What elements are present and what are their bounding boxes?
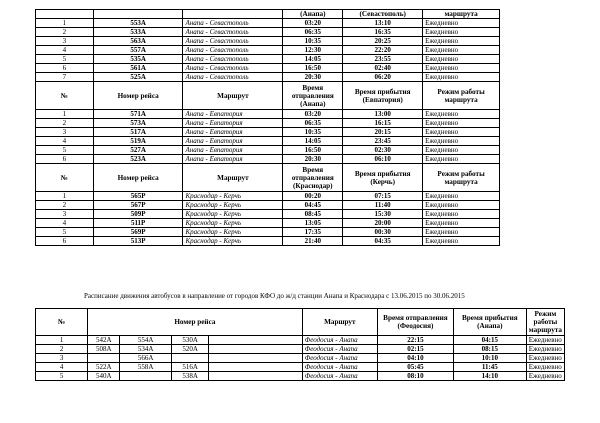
operation-mode: Ежедневно <box>526 345 564 354</box>
row-number: 2 <box>36 201 94 210</box>
table-row <box>36 210 500 219</box>
flight-number: 522А <box>88 363 120 372</box>
route-name: Анапа - Евпатория <box>183 110 283 119</box>
route-name: Анапа - Евпатория <box>183 128 283 137</box>
row-number: 3 <box>36 210 94 219</box>
table-row <box>36 363 565 372</box>
operation-mode: Ежедневно <box>423 119 500 128</box>
route-name: Феодосия - Анапа <box>302 336 377 345</box>
header-flight: Номер рейса <box>93 82 183 110</box>
row-number: 5 <box>36 55 94 64</box>
flight-number: 511Р <box>93 219 183 228</box>
arrival-time: 08:15 <box>453 345 526 354</box>
flight-number: 520А <box>171 345 209 354</box>
operation-mode: Ежедневно <box>423 192 500 201</box>
table-row <box>36 128 500 137</box>
flight-number: 557А <box>93 46 183 55</box>
operation-mode: Ежедневно <box>423 28 500 37</box>
table-row <box>36 146 500 155</box>
operation-mode: Ежедневно <box>526 363 564 372</box>
arrival-time: 02:40 <box>343 64 423 73</box>
route-name: Анапа - Евпатория <box>183 119 283 128</box>
table-row <box>36 19 500 28</box>
row-number: 1 <box>36 336 88 345</box>
row-number: 2 <box>36 28 94 37</box>
departure-time: 00:20 <box>283 192 343 201</box>
arrival-time: 11:40 <box>343 201 423 210</box>
row-number: 1 <box>36 19 94 28</box>
route-name: Анапа - Севастополь <box>183 55 283 64</box>
departure-time: 20:30 <box>283 155 343 164</box>
row-number: 3 <box>36 128 94 137</box>
row-number: 6 <box>36 237 94 246</box>
flight-number: 519А <box>93 137 183 146</box>
flight-number: 554А <box>120 336 171 345</box>
flight-number: 561А <box>93 64 183 73</box>
header-row-feodosia <box>36 309 565 336</box>
departure-time: 16:50 <box>283 64 343 73</box>
arrival-time: 04:15 <box>453 336 526 345</box>
operation-mode: Ежедневно <box>423 155 500 164</box>
flight-number: 534А <box>120 345 171 354</box>
operation-mode: Ежедневно <box>423 228 500 237</box>
flight-spacer <box>209 336 302 345</box>
operation-mode: Ежедневно <box>423 219 500 228</box>
row-number: 6 <box>36 64 94 73</box>
departure-time: 05:45 <box>378 363 454 372</box>
header-dep: Время отправления (Феодосия) <box>378 309 454 336</box>
flight-number: 517А <box>93 128 183 137</box>
table-row <box>36 336 565 345</box>
arrival-time: 00:30 <box>343 228 423 237</box>
departure-time: 02:15 <box>378 345 454 354</box>
flight-number <box>120 372 171 381</box>
table-row <box>36 37 500 46</box>
arrival-time: 13:00 <box>343 110 423 119</box>
flight-number: 535А <box>93 55 183 64</box>
flight-number: 530А <box>171 336 209 345</box>
flight-number: 516А <box>171 363 209 372</box>
header-n: № <box>36 309 88 336</box>
flight-spacer <box>209 354 302 363</box>
schedule-table-feodosia-anapa <box>35 308 565 381</box>
flight-number: 573А <box>93 119 183 128</box>
header-dep: Время отправления (Краснодар) <box>283 164 343 192</box>
operation-mode: Ежедневно <box>423 237 500 246</box>
arrival-time: 23:45 <box>343 137 423 146</box>
flight-number: 553А <box>93 19 183 28</box>
flight-number: 527А <box>93 146 183 155</box>
header-route: Маршрут <box>183 82 283 110</box>
departure-time: 10:35 <box>283 128 343 137</box>
flight-number: 538А <box>171 372 209 381</box>
flight-number: 525А <box>93 73 183 82</box>
operation-mode: Ежедневно <box>423 128 500 137</box>
operation-mode: Ежедневно <box>423 46 500 55</box>
arrival-time: 04:35 <box>343 237 423 246</box>
arrival-time: 20:00 <box>343 219 423 228</box>
header-arr: Время прибытия (Евпатория) <box>343 82 423 110</box>
flight-number: 542А <box>88 336 120 345</box>
flight-number: 533А <box>93 28 183 37</box>
header-mode: Режим работы маршрута <box>423 164 500 192</box>
flight-number: 508А <box>88 345 120 354</box>
arrival-time: 10:10 <box>453 354 526 363</box>
header-cell-empty <box>36 10 94 19</box>
flight-number <box>171 354 209 363</box>
route-name: Анапа - Евпатория <box>183 137 283 146</box>
departure-time: 13:05 <box>283 219 343 228</box>
row-number: 1 <box>36 110 94 119</box>
flight-spacer <box>209 345 302 354</box>
arrival-time: 13:10 <box>343 19 423 28</box>
row-number: 7 <box>36 73 94 82</box>
arrival-time: 16:35 <box>343 28 423 37</box>
schedule-table-crimea-routes <box>35 9 500 246</box>
route-name: Анапа - Севастополь <box>183 46 283 55</box>
header-mode: Режим работы маршрута <box>423 82 500 110</box>
arrival-time: 16:15 <box>343 119 423 128</box>
flight-number: 513Р <box>93 237 183 246</box>
table-row <box>36 46 500 55</box>
route-name: Краснодар - Керчь <box>183 210 283 219</box>
flight-number: 571А <box>93 110 183 119</box>
header-row-sevastopol <box>36 10 500 19</box>
arrival-time: 23:55 <box>343 55 423 64</box>
table-row <box>36 345 565 354</box>
table-row <box>36 219 500 228</box>
departure-time: 10:35 <box>283 37 343 46</box>
operation-mode: Ежедневно <box>423 146 500 155</box>
operation-mode: Ежедневно <box>423 201 500 210</box>
table-row <box>36 55 500 64</box>
departure-time: 20:30 <box>283 73 343 82</box>
header-mode: Режим работы маршрута <box>526 309 564 336</box>
departure-time: 04:45 <box>283 201 343 210</box>
departure-time: 04:10 <box>378 354 454 363</box>
route-name: Краснодар - Керчь <box>183 228 283 237</box>
departure-time: 03:20 <box>283 19 343 28</box>
operation-mode: Ежедневно <box>423 73 500 82</box>
flight-number: 566А <box>120 354 171 363</box>
route-name: Анапа - Севастополь <box>183 73 283 82</box>
flight-number: 565Р <box>93 192 183 201</box>
table-row <box>36 237 500 246</box>
departure-time: 08:45 <box>283 210 343 219</box>
departure-time: 14:05 <box>283 55 343 64</box>
flight-number: 509Р <box>93 210 183 219</box>
arrival-time: 22:20 <box>343 46 423 55</box>
operation-mode: Ежедневно <box>423 55 500 64</box>
arrival-time: 07:15 <box>343 192 423 201</box>
arrival-time: 15:30 <box>343 210 423 219</box>
route-name: Краснодар - Керчь <box>183 192 283 201</box>
operation-mode: Ежедневно <box>423 37 500 46</box>
arrival-time: 06:10 <box>343 155 423 164</box>
departure-time: 12:30 <box>283 46 343 55</box>
flight-number: 558А <box>120 363 171 372</box>
header-cell-empty <box>93 10 183 19</box>
operation-mode: Ежедневно <box>423 110 500 119</box>
row-number: 3 <box>36 354 88 363</box>
table-row <box>36 28 500 37</box>
row-number: 4 <box>36 46 94 55</box>
row-number: 5 <box>36 146 94 155</box>
header-dep: Время отправления (Анапа) <box>283 82 343 110</box>
header-flight: Номер рейса <box>88 309 302 336</box>
route-name: Анапа - Севастополь <box>183 28 283 37</box>
arrival-time: 06:20 <box>343 73 423 82</box>
header-row-evpatoria <box>36 82 500 110</box>
header-arrival: (Севастополь) <box>343 10 423 19</box>
operation-mode: Ежедневно <box>423 137 500 146</box>
flight-number: 563А <box>93 37 183 46</box>
row-number: 1 <box>36 192 94 201</box>
route-name: Краснодар - Керчь <box>183 219 283 228</box>
departure-time: 16:50 <box>283 146 343 155</box>
table-row <box>36 192 500 201</box>
departure-time: 06:35 <box>283 119 343 128</box>
route-name: Анапа - Евпатория <box>183 146 283 155</box>
table-row <box>36 110 500 119</box>
table-row <box>36 372 565 381</box>
arrival-time: 14:10 <box>453 372 526 381</box>
table-row <box>36 64 500 73</box>
departure-time: 21:40 <box>283 237 343 246</box>
row-number: 4 <box>36 137 94 146</box>
route-name: Краснодар - Керчь <box>183 237 283 246</box>
operation-mode: Ежедневно <box>526 354 564 363</box>
departure-time: 03:20 <box>283 110 343 119</box>
flight-number <box>88 354 120 363</box>
flight-number: 569Р <box>93 228 183 237</box>
row-number: 6 <box>36 155 94 164</box>
header-departure: (Анапа) <box>283 10 343 19</box>
departure-time: 06:35 <box>283 28 343 37</box>
operation-mode: Ежедневно <box>423 64 500 73</box>
route-name: Феодосия - Анапа <box>302 363 377 372</box>
operation-mode: Ежедневно <box>526 336 564 345</box>
table-row <box>36 119 500 128</box>
header-arr: Время прибытия (Керчь) <box>343 164 423 192</box>
header-route: Маршрут <box>183 164 283 192</box>
flight-spacer <box>209 363 302 372</box>
flight-number: 540А <box>88 372 120 381</box>
flight-number: 523А <box>93 155 183 164</box>
route-name: Феодосия - Анапа <box>302 345 377 354</box>
operation-mode: Ежедневно <box>526 372 564 381</box>
header-n: № <box>36 82 94 110</box>
departure-time: 08:10 <box>378 372 454 381</box>
route-name: Анапа - Севастополь <box>183 19 283 28</box>
arrival-time: 11:45 <box>453 363 526 372</box>
route-name: Феодосия - Анапа <box>302 372 377 381</box>
table-row <box>36 137 500 146</box>
row-number: 5 <box>36 372 88 381</box>
route-name: Анапа - Севастополь <box>183 37 283 46</box>
arrival-time: 02:30 <box>343 146 423 155</box>
table-row <box>36 228 500 237</box>
flight-number: 567Р <box>93 201 183 210</box>
route-name: Краснодар - Керчь <box>183 201 283 210</box>
arrival-time: 20:15 <box>343 128 423 137</box>
operation-mode: Ежедневно <box>423 210 500 219</box>
row-number: 3 <box>36 37 94 46</box>
header-arr: Время прибытия (Анапа) <box>453 309 526 336</box>
route-name: Феодосия - Анапа <box>302 354 377 363</box>
departure-time: 17:35 <box>283 228 343 237</box>
route-name: Анапа - Евпатория <box>183 155 283 164</box>
row-number: 5 <box>36 228 94 237</box>
table-row <box>36 354 565 363</box>
table-row <box>36 201 500 210</box>
row-number: 4 <box>36 219 94 228</box>
header-cell-empty <box>183 10 283 19</box>
departure-time: 22:15 <box>378 336 454 345</box>
header-row-kerch <box>36 164 500 192</box>
table-row <box>36 155 500 164</box>
schedule-caption: Расписание движения автобусов в направление от городов КФО до ж/д станции Анапа и Краснодара с 13.06.2015 по 30.06.2015 <box>84 292 465 300</box>
arrival-time: 20:25 <box>343 37 423 46</box>
row-number: 4 <box>36 363 88 372</box>
operation-mode: Ежедневно <box>423 19 500 28</box>
header-n: № <box>36 164 94 192</box>
header-mode: маршрута <box>423 10 500 19</box>
table-row <box>36 73 500 82</box>
row-number: 2 <box>36 119 94 128</box>
row-number: 2 <box>36 345 88 354</box>
header-route: Маршрут <box>302 309 377 336</box>
flight-spacer <box>209 372 302 381</box>
departure-time: 14:05 <box>283 137 343 146</box>
header-flight: Номер рейса <box>93 164 183 192</box>
route-name: Анапа - Севастополь <box>183 64 283 73</box>
